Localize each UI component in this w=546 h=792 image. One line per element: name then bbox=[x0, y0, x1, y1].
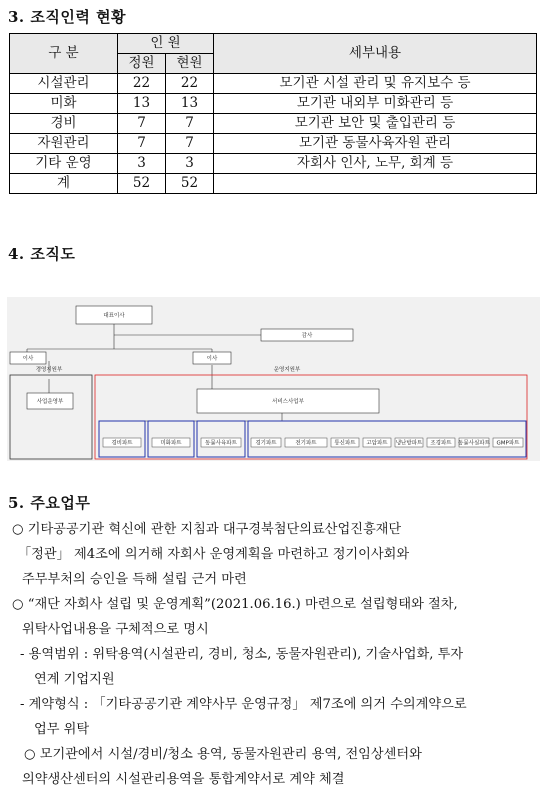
row-quota: 7 bbox=[118, 134, 166, 154]
team-label: 고압파트 bbox=[366, 440, 388, 447]
body-line: 주무부처의 승인을 득해 설립 근거 마련 bbox=[22, 572, 247, 587]
row-detail: 모기관 동물사육자원 관리 bbox=[214, 134, 537, 154]
team-label: 동물사실파트 bbox=[458, 440, 490, 447]
left-division-frame bbox=[10, 375, 92, 459]
section5-title: 5. 주요업무 bbox=[8, 494, 91, 512]
section4-title: 4. 조직도 bbox=[8, 245, 76, 263]
team-label: 동물사육파트 bbox=[205, 440, 237, 447]
team-label: 미화파트 bbox=[160, 440, 182, 447]
right-unit-label: 서비스사업부 bbox=[272, 399, 304, 405]
row-current: 7 bbox=[166, 114, 214, 134]
header-quota: 정원 bbox=[118, 54, 166, 74]
row-detail: 모기관 내외부 미화관리 등 bbox=[214, 94, 537, 114]
row-category: 미화 bbox=[10, 94, 118, 114]
row-detail: 모기관 보안 및 출입관리 등 bbox=[214, 114, 537, 134]
row-detail bbox=[214, 174, 537, 194]
row-quota: 52 bbox=[118, 174, 166, 194]
header-detail: 세부내용 bbox=[214, 34, 537, 74]
row-current: 52 bbox=[166, 174, 214, 194]
audit-label: 감사 bbox=[301, 333, 313, 339]
body-line: 의약생산센터의 시설관리용역을 통합계약서로 계약 체결 bbox=[22, 772, 345, 787]
header-staff: 인 원 bbox=[118, 34, 214, 54]
table-row bbox=[10, 134, 537, 154]
table-row bbox=[10, 94, 537, 114]
row-quota: 22 bbox=[118, 74, 166, 94]
row-current: 3 bbox=[166, 154, 214, 174]
body-line: ○ 기타공공기관 혁신에 관한 지침과 대구경북첨단의료산업진흥재단 bbox=[12, 522, 402, 537]
row-quota: 7 bbox=[118, 114, 166, 134]
row-quota: 13 bbox=[118, 94, 166, 114]
body-line: ○ “재단 자회사 설립 및 운영계획”(2021.06.16.) 마련으로 설립형태와 절차, bbox=[12, 597, 458, 612]
table-total-row bbox=[10, 174, 537, 194]
section5-body bbox=[12, 517, 537, 792]
team-label: 통신파트 bbox=[334, 440, 356, 447]
body-line: ○ 모기관에서 시설/경비/청소 용역, 동물자원관리 용역, 전임상센터와 bbox=[24, 747, 422, 762]
header-category: 구 분 bbox=[10, 34, 118, 74]
dept-right-label: 운영지원부 bbox=[273, 367, 301, 373]
body-line: - 계약형식 : 「기타공공기관 계약사무 운영규정」 제7조에 의거 수의계약으로 bbox=[20, 697, 467, 712]
team-label: 냉난방파트 bbox=[395, 440, 423, 447]
org-chart bbox=[7, 297, 540, 461]
row-category: 자원관리 bbox=[10, 134, 118, 154]
table-row bbox=[10, 114, 537, 134]
body-line: 위탁사업내용을 구체적으로 명시 bbox=[22, 622, 209, 637]
row-detail: 모기관 시설 관리 및 유지보수 등 bbox=[214, 74, 537, 94]
dept-left-label: 경영지원부 bbox=[35, 367, 63, 373]
team-label: 경기파트 bbox=[255, 440, 277, 447]
staffing-table bbox=[9, 33, 537, 194]
table-row bbox=[10, 74, 537, 94]
row-category: 시설관리 bbox=[10, 74, 118, 94]
header-current: 현원 bbox=[166, 54, 214, 74]
team-label: 경비파트 bbox=[111, 440, 133, 447]
team-label: GMP파트 bbox=[496, 440, 520, 447]
director-right-label: 이사 bbox=[206, 356, 218, 362]
table-row bbox=[10, 154, 537, 174]
body-line: 연계 기업지원 bbox=[34, 672, 115, 687]
body-line: 업무 위탁 bbox=[34, 722, 90, 737]
table-header-row bbox=[10, 34, 537, 54]
ceo-label: 대표이사 bbox=[103, 313, 125, 319]
body-line: 「정관」 제4조에 의거해 자회사 운영계획을 마련하고 정기이사회와 bbox=[18, 547, 410, 562]
team-label: 전기파트 bbox=[295, 440, 317, 447]
row-current: 13 bbox=[166, 94, 214, 114]
left-unit-label: 사업운영부 bbox=[36, 399, 64, 405]
row-category: 기타 운영 bbox=[10, 154, 118, 174]
row-detail: 자회사 인사, 노무, 회계 등 bbox=[214, 154, 537, 174]
row-current: 7 bbox=[166, 134, 214, 154]
row-current: 22 bbox=[166, 74, 214, 94]
team-label: 조경파트 bbox=[430, 440, 452, 447]
director-left-label: 이사 bbox=[22, 356, 34, 362]
row-category: 계 bbox=[10, 174, 118, 194]
section3-title: 3. 조직인력 현황 bbox=[8, 8, 127, 26]
org-chart-diagram bbox=[7, 297, 540, 461]
row-quota: 3 bbox=[118, 154, 166, 174]
body-line: - 용역범위 : 위탁용역(시설관리, 경비, 청소, 동물자원관리), 기술사업화, 투자 bbox=[20, 647, 464, 662]
row-category: 경비 bbox=[10, 114, 118, 134]
